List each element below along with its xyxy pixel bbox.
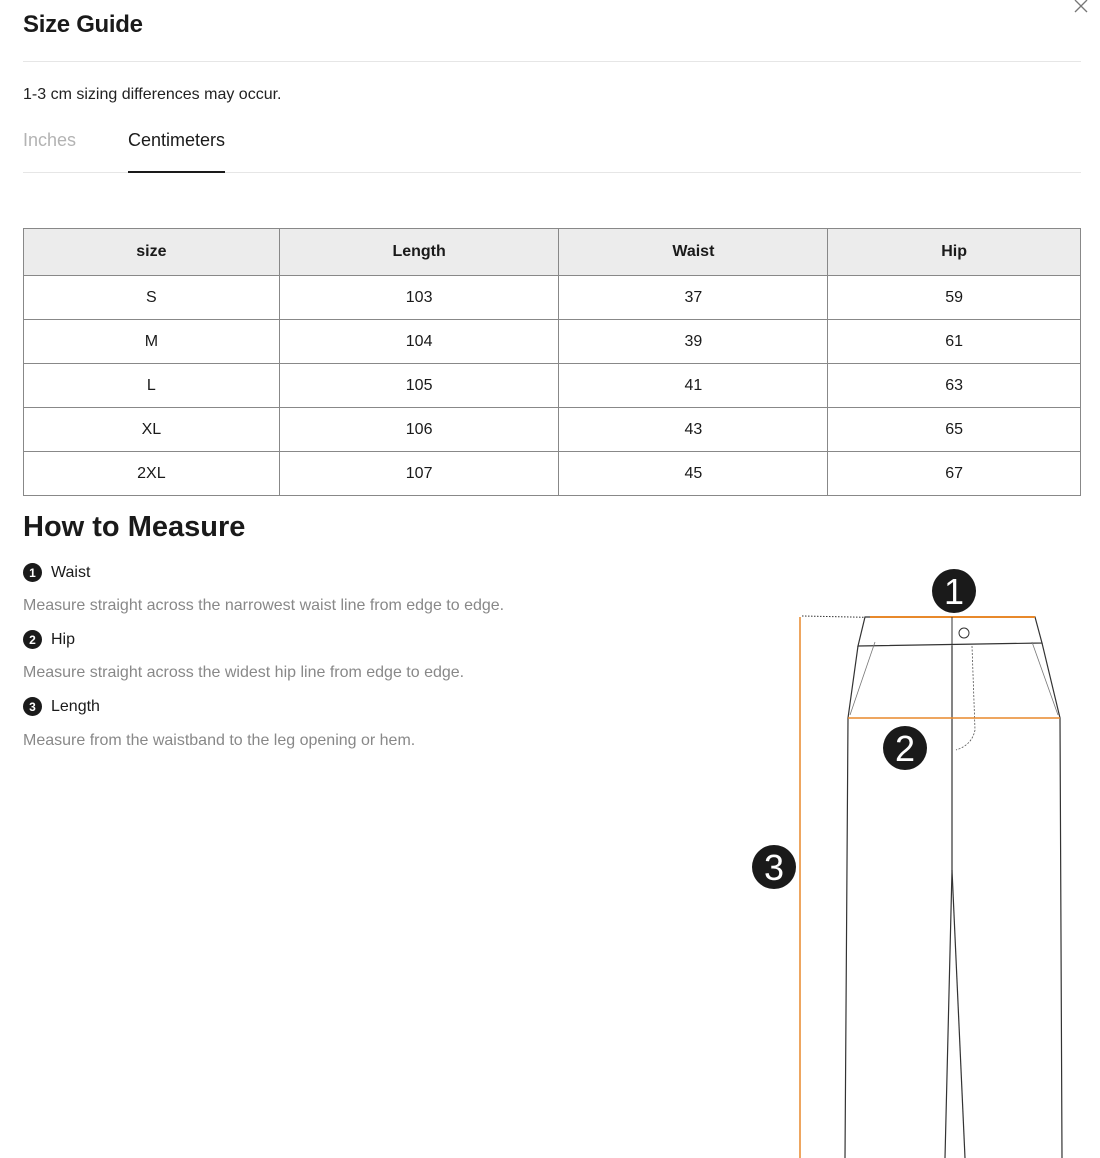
table-row [24,408,1081,452]
header-hip: Hip [828,229,1081,276]
number-badge-3: 3 [23,697,42,716]
measure-label-hip: Hip [51,630,76,648]
tab-inches-label: Inches [23,130,77,150]
diagram-marker-1 [932,569,976,613]
cell-size: L [24,364,280,408]
cell-waist: 39 [559,320,828,364]
waistband-outline [858,617,1042,646]
table-row [24,276,1081,320]
measure-desc-waist: Measure straight across the narrowest waist line from edge to edge. [23,597,505,614]
cell-waist: 43 [559,408,828,452]
cell-size: S [24,276,280,320]
cell-waist: 37 [559,276,828,320]
cell-hip: 63 [828,364,1081,408]
measure-desc-length: Measure from the waistband to the leg opening or hem. [23,732,416,749]
header-waist: Waist [559,229,828,276]
table-row [24,452,1081,496]
number-badge-2: 2 [23,630,42,649]
close-icon[interactable] [1071,0,1091,17]
measure-item-waist [23,563,90,582]
diagram-marker-2 [883,726,927,770]
cell-size: XL [24,408,280,452]
cell-hip: 67 [828,452,1081,496]
measure-item-length [23,697,100,716]
cell-hip: 65 [828,408,1081,452]
table-row [24,320,1081,364]
size-table [23,228,1081,496]
tab-inches[interactable] [23,128,76,173]
svg-text:3: 3 [763,847,785,888]
cell-waist: 41 [559,364,828,408]
cell-length: 107 [279,452,559,496]
svg-text:1: 1 [943,571,965,612]
table-row [24,364,1081,408]
dialog-title: Size Guide [23,11,143,38]
measure-item-hip [23,630,75,649]
measure-label-waist: Waist [51,563,91,581]
cell-hip: 61 [828,320,1081,364]
measure-desc-hip: Measure straight across the widest hip line from edge to edge. [23,664,465,681]
tab-centimeters-label: Centimeters [128,130,226,150]
header-divider [23,61,1081,62]
cell-size: 2XL [24,452,280,496]
sizing-notice: 1-3 cm sizing differences may occur. [23,86,282,103]
number-badge-1: 1 [23,563,42,582]
cell-length: 106 [279,408,559,452]
cell-length: 104 [279,320,559,364]
cell-length: 105 [279,364,559,408]
pants-measurement-diagram [740,560,1080,1158]
button-icon [959,628,969,638]
cell-waist: 45 [559,452,828,496]
unit-tabs [23,128,1081,173]
close-button[interactable] [1071,0,1091,17]
how-to-measure-title: How to Measure [23,511,246,543]
table-header-row [24,229,1081,276]
svg-text:2: 2 [894,728,916,769]
cell-length: 103 [279,276,559,320]
cell-hip: 59 [828,276,1081,320]
tab-centimeters[interactable] [128,128,225,173]
header-length: Length [279,229,559,276]
cell-size: M [24,320,280,364]
measure-label-length: Length [51,697,100,715]
header-size: size [24,229,280,276]
diagram-marker-3 [752,845,796,889]
